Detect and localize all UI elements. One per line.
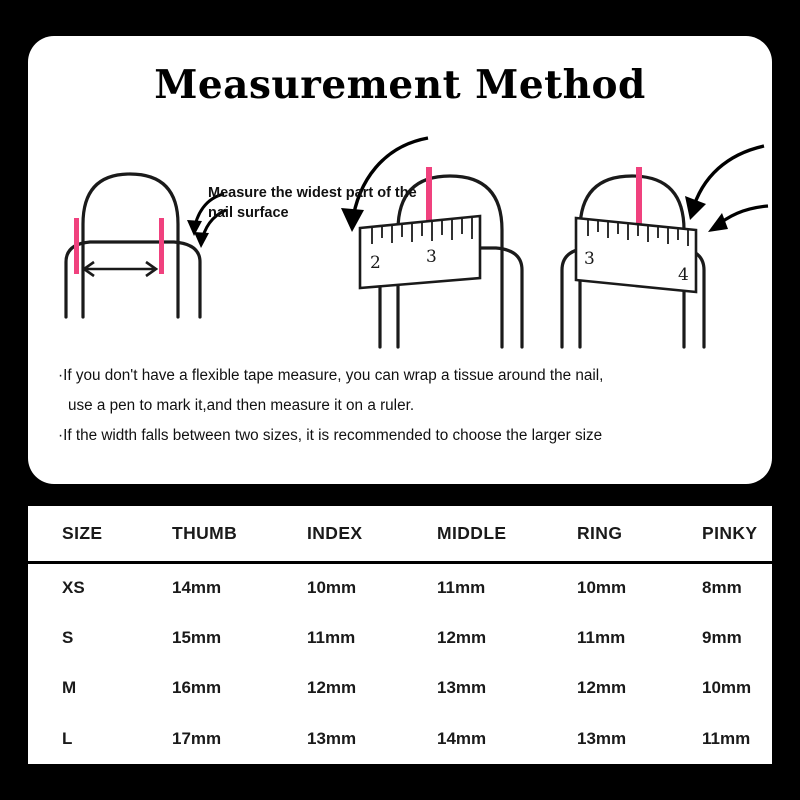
cell-size: M <box>62 678 77 698</box>
illustration-svg <box>28 132 772 362</box>
measurement-method-card <box>28 36 772 484</box>
cell-size: XS <box>62 578 85 597</box>
cell-middle: 13mm <box>437 678 487 698</box>
cell-middle: 14mm <box>437 728 487 748</box>
table-header <box>28 506 800 562</box>
cell-size: L <box>62 728 73 748</box>
width-marker-right <box>159 218 164 274</box>
cell-pinky: 9mm <box>702 627 742 647</box>
ruler-right <box>576 218 696 292</box>
cell-size: S <box>62 627 74 647</box>
cell-index: 10mm <box>307 578 357 597</box>
cell-thumb: 15mm <box>172 627 222 647</box>
size-table <box>28 506 800 764</box>
note-line-2: use a pen to mark it,and then measure it on a ruler. <box>68 396 415 414</box>
cell-ring: 10mm <box>577 578 627 597</box>
cell-middle: 12mm <box>437 627 487 647</box>
nail-measurement-illustration <box>28 132 772 362</box>
table-row <box>28 663 800 714</box>
finger-diagram-right <box>562 146 768 347</box>
cell-middle: 11mm <box>437 578 486 597</box>
cell-index: 12mm <box>307 678 357 698</box>
table-header-row <box>28 506 800 562</box>
table-row <box>28 613 800 664</box>
cell-pinky: 10mm <box>702 678 752 698</box>
instruction-notes <box>58 361 748 450</box>
measure-callout-text: Measure the widest part of the nail surface <box>208 185 417 221</box>
column-header-index: INDEX <box>307 522 363 543</box>
ruler-label-2: 2 <box>370 253 381 273</box>
column-header-pinky: PINKY <box>702 522 758 543</box>
cell-thumb: 17mm <box>172 728 222 748</box>
cell-pinky: 11mm <box>702 728 751 748</box>
cell-ring: 13mm <box>577 728 627 748</box>
finger-diagram-middle <box>341 138 522 347</box>
column-header-ring: RING <box>577 522 623 543</box>
ruler-label-3: 3 <box>426 247 437 267</box>
finger-diagram-left <box>66 174 226 317</box>
cell-ring: 12mm <box>577 678 627 698</box>
table-row <box>28 714 800 765</box>
table-row <box>28 562 800 613</box>
cell-pinky: 8mm <box>702 578 742 597</box>
size-table-card <box>28 506 772 764</box>
width-arrow <box>84 262 156 276</box>
cell-thumb: 16mm <box>172 678 222 698</box>
cell-index: 13mm <box>307 728 357 748</box>
column-header-thumb: THUMB <box>172 522 238 543</box>
page-title: Measurement Method <box>154 62 646 108</box>
ruler-label-3: 3 <box>584 249 595 269</box>
note-line-3: ·If the width falls between two sizes, it is recommended to choose the larger size <box>58 426 603 444</box>
ruler-label-4: 4 <box>678 265 689 285</box>
cell-index: 11mm <box>307 627 356 647</box>
column-header-size: SIZE <box>62 522 103 543</box>
cell-ring: 11mm <box>577 627 626 647</box>
cell-thumb: 14mm <box>172 578 222 597</box>
column-header-middle: MIDDLE <box>437 522 507 543</box>
note-line-1: ·If you don't have a flexible tape measure, you can wrap a tissue around the nail, <box>58 367 604 384</box>
ruler-middle <box>360 216 480 288</box>
width-marker-left <box>74 218 79 274</box>
table-body <box>28 562 800 764</box>
